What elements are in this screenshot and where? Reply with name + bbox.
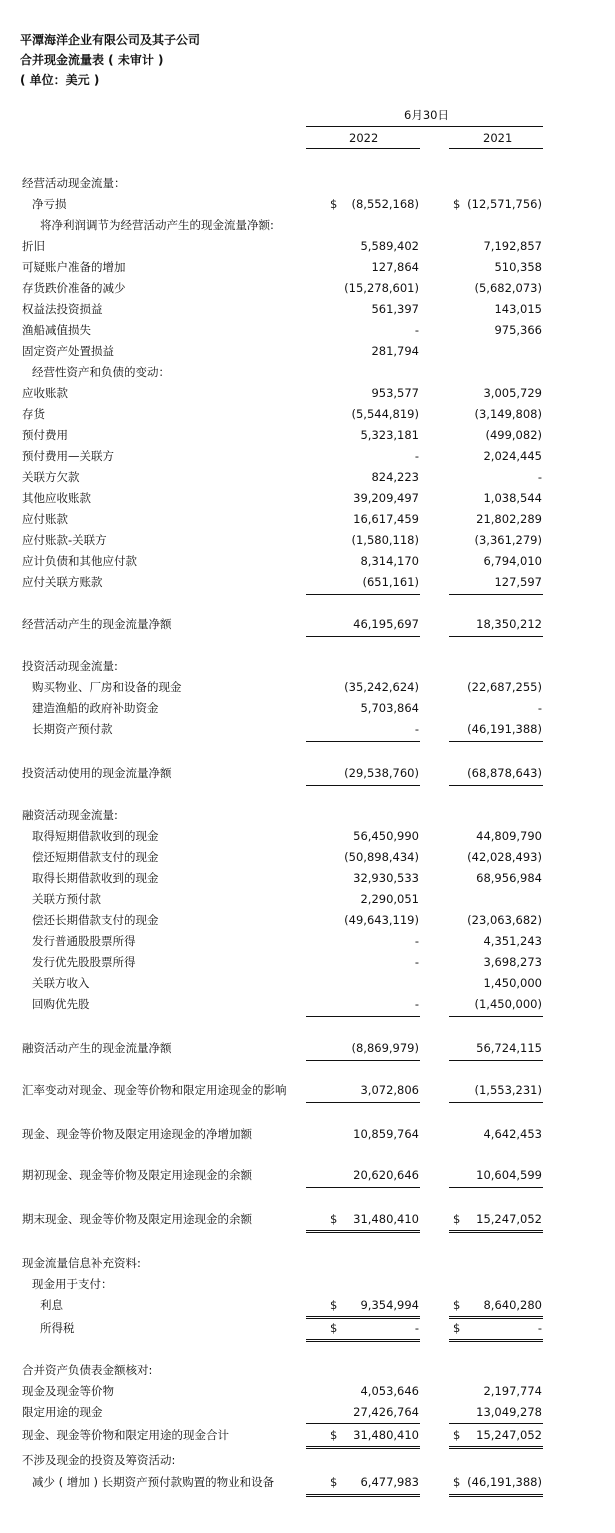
value-2022: 127,864: [371, 260, 419, 274]
value-2022: (8,869,979): [351, 1041, 419, 1055]
value-2021: 13,049,278: [476, 1405, 542, 1419]
year-2021-underline: [449, 148, 543, 149]
value-2021: 6,794,010: [483, 554, 542, 568]
noncash-heading: 不涉及现金的投资及筹资活动:: [22, 1453, 176, 1467]
value-2022: 4,053,646: [360, 1384, 419, 1398]
value-2021: 1,038,544: [483, 491, 542, 505]
value-2022: 8,314,170: [360, 554, 419, 568]
row-label: 应计负债和其他应付款: [22, 554, 137, 568]
value-2021: -: [537, 701, 542, 715]
total-rule: [306, 636, 420, 637]
value-2021: 15,247,052: [476, 1212, 542, 1226]
currency-symbol: $: [330, 1321, 338, 1335]
row-label: 取得长期借款收到的现金: [32, 871, 159, 885]
value-2021: 4,351,243: [483, 934, 542, 948]
row-label: 经营活动产生的现金流量净额: [22, 617, 172, 631]
row-label: 期末现金、现金等价物及限定用途现金的余额: [22, 1212, 252, 1226]
investing-heading: 投资活动现金流量:: [22, 659, 118, 673]
unit-note: ( 单位：美元 ): [20, 73, 100, 87]
double-rule: [306, 1494, 420, 1497]
value-2022: 10,859,764: [353, 1127, 419, 1141]
row-label: 可疑账户准备的增加: [22, 260, 126, 274]
value-2022: (50,898,434): [344, 850, 419, 864]
year-2022-header: 2022: [349, 131, 379, 145]
row-label: 应收账款: [22, 386, 68, 400]
value-2022: (5,544,819): [351, 407, 419, 421]
value-2022: -: [414, 934, 419, 948]
subtotal-rule: [306, 594, 420, 595]
reconciliation-heading: 合并资产负债表金额核对:: [22, 1363, 153, 1377]
double-rule: [449, 1446, 543, 1449]
row-label: 渔船减值损失: [22, 323, 91, 337]
value-2021: 3,005,729: [483, 386, 542, 400]
value-2022: 39,209,497: [353, 491, 419, 505]
value-2021: 4,642,453: [483, 1127, 542, 1141]
currency-symbol: $: [330, 1298, 338, 1312]
value-2022: -: [414, 449, 419, 463]
value-2022: (35,242,624): [344, 680, 419, 694]
value-2022: 31,480,410: [353, 1212, 419, 1226]
row-label: 其他应收账款: [22, 491, 91, 505]
value-2021: 21,802,289: [476, 512, 542, 526]
value-2021: (1,553,231): [474, 1083, 542, 1097]
paid-heading: 现金用于支付：: [32, 1277, 113, 1291]
value-2021: 2,197,774: [483, 1384, 542, 1398]
row-label: 预付费用—关联方: [22, 449, 114, 463]
row-label: 应付账款: [22, 512, 68, 526]
value-2022: 6,477,983: [360, 1475, 419, 1489]
double-rule: [449, 1316, 543, 1319]
value-2021: (1,450,000): [474, 997, 542, 1011]
total-rule: [449, 636, 543, 637]
value-2022: (1,580,118): [351, 533, 419, 547]
total-rule: [306, 785, 420, 786]
double-rule: [449, 1339, 543, 1342]
value-2021: 10,604,599: [476, 1168, 542, 1182]
value-2021: 18,350,212: [476, 617, 542, 631]
subtotal-rule: [449, 1187, 543, 1188]
row-label: 权益法投资损益: [22, 302, 103, 316]
total-rule: [306, 1060, 420, 1061]
period-underline: [306, 126, 543, 127]
total-rule: [449, 1060, 543, 1061]
value-2021: (68,878,643): [467, 766, 542, 780]
value-2021: (22,687,255): [467, 680, 542, 694]
operating-heading: 经营活动现金流量：: [22, 176, 126, 190]
value-2021: (499,082): [485, 428, 542, 442]
currency-symbol: $: [453, 197, 461, 211]
row-label: 偿还短期借款支付的现金: [32, 850, 159, 864]
row-label: 关联方收入: [32, 976, 90, 990]
value-2021: (42,028,493): [467, 850, 542, 864]
year-2021-header: 2021: [483, 131, 513, 145]
value-2022: 5,703,864: [360, 701, 419, 715]
financing-heading: 融资活动现金流量:: [22, 808, 118, 822]
value-2022: 20,620,646: [353, 1168, 419, 1182]
row-label: 关联方欠款: [22, 470, 80, 484]
row-label: 所得税: [40, 1321, 75, 1335]
value-2022: (15,278,601): [344, 281, 419, 295]
currency-symbol: $: [453, 1212, 461, 1226]
value-2022: 281,794: [371, 344, 419, 358]
row-label: 长期资产预付款: [32, 722, 113, 736]
currency-symbol: $: [330, 1212, 338, 1226]
value-2022: 46,195,697: [353, 617, 419, 631]
row-label: 发行普通股股票所得: [32, 934, 136, 948]
row-label: 发行优先股股票所得: [32, 955, 136, 969]
value-2021: 143,015: [494, 302, 542, 316]
subtotal-rule: [306, 1016, 420, 1017]
row-label: 固定资产处置损益: [22, 344, 114, 358]
row-label: 现金、现金等价物和限定用途的现金合计: [22, 1428, 229, 1442]
row-label: 关联方预付款: [32, 892, 101, 906]
changes-heading: 经营性资产和负债的变动：: [32, 365, 170, 379]
value-2022: 16,617,459: [353, 512, 419, 526]
currency-symbol: $: [330, 1428, 338, 1442]
row-label: 折旧: [22, 239, 45, 253]
value-2022: -: [414, 955, 419, 969]
currency-symbol: $: [453, 1428, 461, 1442]
subtotal-rule: [449, 1016, 543, 1017]
double-rule: [306, 1446, 420, 1449]
period-header: 6月30日: [404, 108, 449, 122]
value-2021: (46,191,388): [467, 722, 542, 736]
row-label: 限定用途的现金: [22, 1405, 103, 1419]
value-2022: 32,930,533: [353, 871, 419, 885]
value-2021: 56,724,115: [476, 1041, 542, 1055]
value-2022: 9,354,994: [360, 1298, 419, 1312]
row-label: 存货: [22, 407, 45, 421]
value-2021: 510,358: [494, 260, 542, 274]
value-2022: 3,072,806: [360, 1083, 419, 1097]
currency-symbol: $: [453, 1321, 461, 1335]
value-2022: -: [414, 323, 419, 337]
subtotal-rule: [306, 741, 420, 742]
value-2021: 2,024,445: [483, 449, 542, 463]
row-label: 净亏损: [32, 197, 67, 211]
value-2021: 975,366: [494, 323, 542, 337]
value-2021: (3,361,279): [474, 533, 542, 547]
row-label: 期初现金、现金等价物及限定用途现金的余额: [22, 1168, 252, 1182]
row-label: 应付关联方账款: [22, 575, 103, 589]
row-label: 融资活动产生的现金流量净额: [22, 1041, 172, 1055]
adjustments-heading: 将净利润调节为经营活动产生的现金流量净额:: [40, 218, 274, 232]
subtotal-rule: [449, 1102, 543, 1103]
value-2021: 3,698,273: [483, 955, 542, 969]
value-2022: (651,161): [362, 575, 419, 589]
total-rule: [449, 785, 543, 786]
value-2021: 44,809,790: [476, 829, 542, 843]
supplemental-heading: 现金流量信息补充资料:: [22, 1256, 141, 1270]
value-2021: 127,597: [494, 575, 542, 589]
double-rule: [306, 1316, 420, 1319]
value-2022: (8,552,168): [351, 197, 419, 211]
currency-symbol: $: [453, 1475, 461, 1489]
value-2022: 953,577: [371, 386, 419, 400]
row-label: 现金、现金等价物及限定用途现金的净增加额: [22, 1127, 252, 1141]
double-rule: [306, 1339, 420, 1342]
double-rule: [449, 1494, 543, 1497]
row-label: 购买物业、厂房和设备的现金: [32, 680, 182, 694]
double-rule: [449, 1230, 543, 1233]
value-2021: (12,571,756): [467, 197, 542, 211]
row-label: 预付费用: [22, 428, 68, 442]
statement-title: 合并现金流量表 ( 未审计 ): [20, 53, 164, 67]
value-2021: -: [537, 1321, 542, 1335]
value-2022: (29,538,760): [344, 766, 419, 780]
row-label: 回购优先股: [32, 997, 90, 1011]
currency-symbol: $: [453, 1298, 461, 1312]
row-label: 取得短期借款收到的现金: [32, 829, 159, 843]
value-2021: 1,450,000: [483, 976, 542, 990]
row-label: 汇率变动对现金、现金等价物和限定用途现金的影响: [22, 1083, 287, 1097]
value-2022: 561,397: [371, 302, 419, 316]
row-label: 减少 ( 增加 ) 长期资产预付款购置的物业和设备: [32, 1475, 275, 1489]
subtotal-rule: [306, 1423, 420, 1424]
row-label: 利息: [40, 1298, 63, 1312]
year-2022-underline: [306, 148, 420, 149]
value-2021: 15,247,052: [476, 1428, 542, 1442]
subtotal-rule: [306, 1187, 420, 1188]
currency-symbol: $: [330, 197, 338, 211]
company-name: 平潭海洋企业有限公司及其子公司: [20, 33, 201, 47]
row-label: 偿还长期借款支付的现金: [32, 913, 159, 927]
row-label: 应付账款-关联方: [22, 533, 107, 547]
subtotal-rule: [306, 1102, 420, 1103]
value-2021: 7,192,857: [483, 239, 542, 253]
value-2021: (3,149,808): [474, 407, 542, 421]
value-2021: -: [537, 470, 542, 484]
value-2022: 27,426,764: [353, 1405, 419, 1419]
currency-symbol: $: [330, 1475, 338, 1489]
value-2022: 56,450,990: [353, 829, 419, 843]
subtotal-rule: [449, 741, 543, 742]
value-2021: 8,640,280: [483, 1298, 542, 1312]
subtotal-rule: [449, 594, 543, 595]
value-2021: (46,191,388): [467, 1475, 542, 1489]
row-label: 投资活动使用的现金流量净额: [22, 766, 172, 780]
value-2022: 31,480,410: [353, 1428, 419, 1442]
value-2021: (23,063,682): [467, 913, 542, 927]
row-label: 建造渔船的政府补助资金: [32, 701, 159, 715]
value-2022: -: [414, 1321, 419, 1335]
row-label: 存货跌价准备的减少: [22, 281, 126, 295]
value-2022: 5,589,402: [360, 239, 419, 253]
subtotal-rule: [449, 1423, 543, 1424]
row-label: 现金及现金等价物: [22, 1384, 114, 1398]
value-2022: 5,323,181: [360, 428, 419, 442]
value-2021: (5,682,073): [474, 281, 542, 295]
value-2022: -: [414, 722, 419, 736]
double-rule: [306, 1230, 420, 1233]
value-2022: -: [414, 997, 419, 1011]
value-2022: 2,290,051: [360, 892, 419, 906]
value-2022: (49,643,119): [344, 913, 419, 927]
value-2021: 68,956,984: [476, 871, 542, 885]
value-2022: 824,223: [371, 470, 419, 484]
